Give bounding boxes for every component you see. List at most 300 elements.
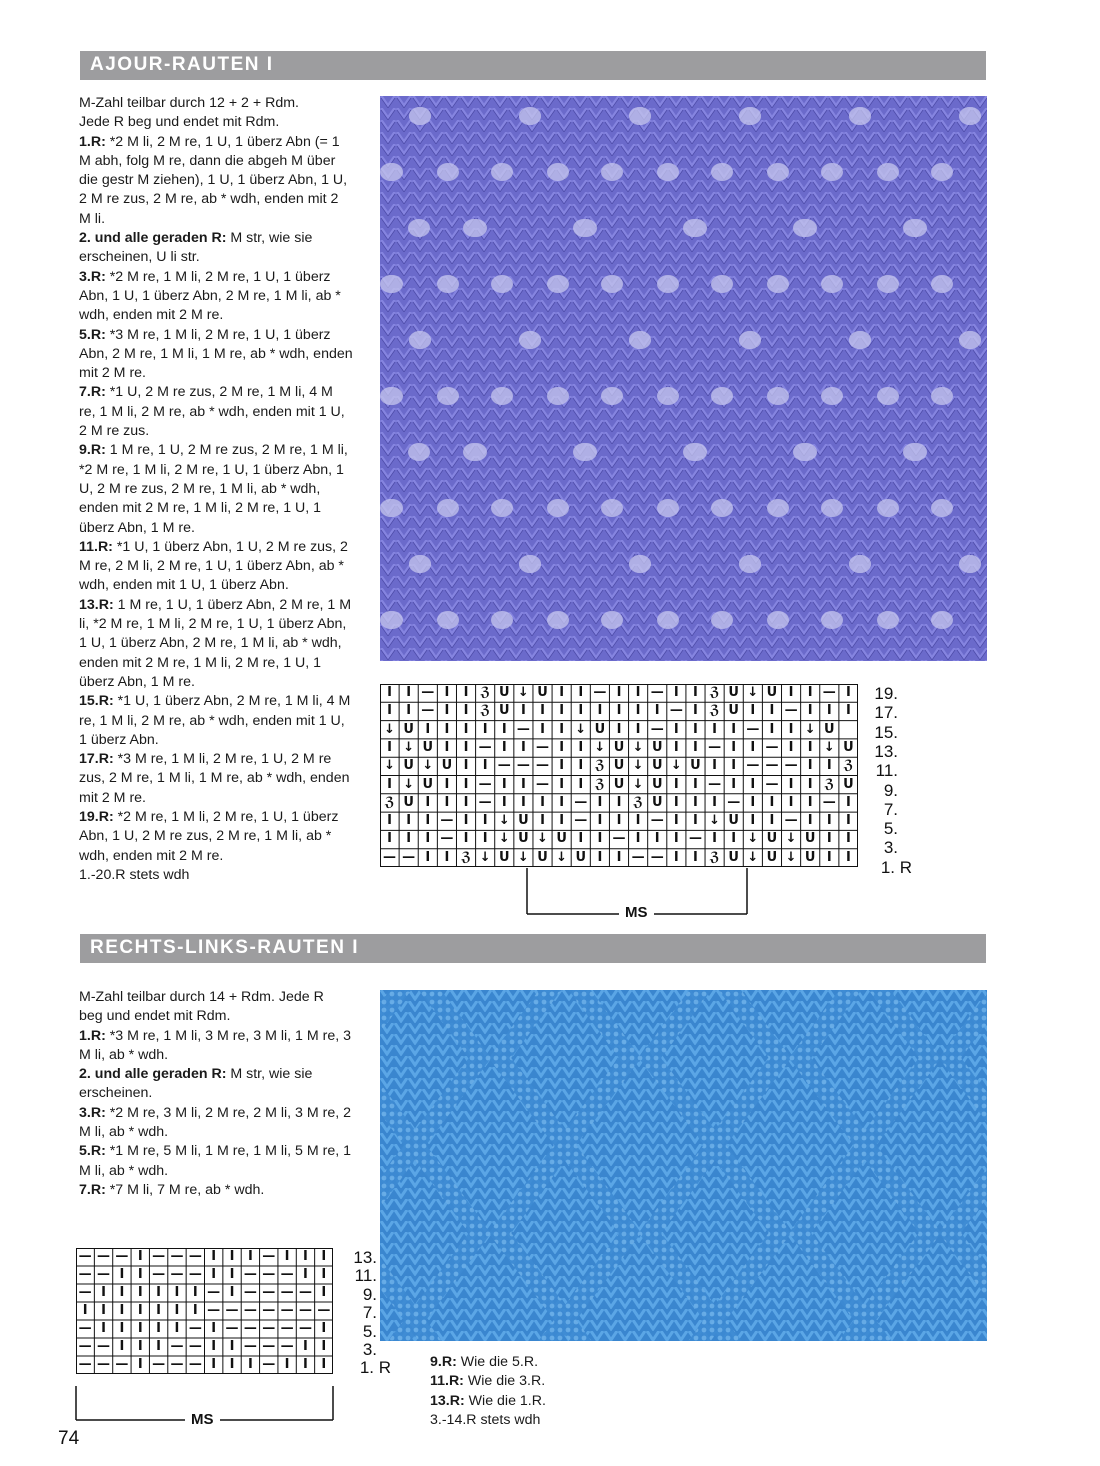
stitch-symbol: U [613,739,625,755]
stitch-symbol: ℨ [709,685,720,700]
stitch-symbol: — [536,739,549,755]
section-header-ajour-rauten [80,51,986,80]
stitch-symbol: I [616,703,622,719]
ms-label: MS [619,904,654,921]
stitch-symbol: I [425,794,431,810]
stitch-symbol: I [406,685,412,700]
stitch-symbol: — [765,739,779,755]
stitch-symbol: U [575,849,587,865]
stitch-symbol: I [211,1249,217,1264]
row-label: 1.R: [79,133,106,150]
stitch-symbol: I [520,739,526,755]
stitch-symbol: — [97,1357,111,1372]
stitch-symbol: ↓ [498,831,510,847]
stitch-symbol: I [387,776,392,792]
stitch-symbol: I [807,739,813,755]
stitch-symbol: U [728,703,739,719]
stitch-symbol: I [597,849,603,865]
stitch-symbol: I [156,1285,162,1300]
stitch-symbol: I [693,703,698,719]
chart-row-numbers [872,684,932,877]
stitch-symbol: I [788,685,794,700]
stitch-symbol: I [137,1339,143,1354]
stitch-symbol: I [482,758,488,774]
intro-line: M-Zahl teilbar durch 12 + 2 + Rdm. [79,95,300,111]
stitch-symbol: I [119,1339,125,1354]
stitch-symbol: — [152,1357,166,1372]
stitch-symbol: — [822,685,836,700]
row-label: 15.R: [79,693,114,710]
row-instruction [430,1353,630,1372]
stitch-symbol: ℨ [594,758,605,774]
stitch-symbol: U [613,776,625,792]
stitch-symbol: I [520,703,526,719]
row-text: M str, wie sie erscheinen. [79,1066,313,1102]
stitch-symbol: — [727,794,741,810]
stitch-symbol: I [387,703,392,719]
stitch-symbol: I [826,703,832,719]
stitch-symbol: I [635,721,641,737]
row-label: 3.R: [79,1104,106,1121]
stitch-symbol: U [537,849,548,865]
stitch-symbol: I [211,1357,217,1372]
stitch-symbol: — [784,758,798,774]
stitch-symbol: — [262,1267,276,1282]
stitch-symbol: — [243,1267,257,1282]
stitch-symbol: I [425,849,431,865]
row-number: 13. [353,1248,377,1267]
stitch-symbol: U [422,776,434,792]
stitch-symbol: — [262,1357,276,1372]
stitch-symbol: I [444,849,450,865]
stitch-symbol: I [788,721,794,737]
stitch-symbol: U [651,776,663,792]
stitch-symbol: ↓ [517,685,529,700]
stitch-symbol: I [693,776,698,792]
stitch-symbol: I [559,794,565,810]
stitch-symbol: I [321,1267,327,1282]
row-number: 7. [883,799,898,819]
row-label: 13.R: [79,596,114,613]
stitch-symbol: ↓ [479,849,491,865]
row-number: 9. [883,780,898,800]
stitch-symbol: I [520,794,526,810]
stitch-symbol: — [536,758,549,774]
stitch-symbol: ↓ [785,849,797,865]
stitch-symbol: I [501,721,507,737]
stitch-symbol: I [229,1267,235,1282]
stitch-symbol: I [444,776,450,792]
stitch-symbol: I [846,831,851,847]
row-number: 9. [362,1284,377,1304]
stitch-symbol: I [578,739,584,755]
stitch-symbol: — [478,794,492,810]
row-text: *1 M re, 5 M li, 1 M re, 1 M li, 5 M re, 1 M li, ab * wdh. [79,1143,352,1179]
stitch-symbol: U [651,739,663,755]
stitch-symbol: U [537,685,548,700]
stitch-symbol: U [690,758,701,774]
stitch-symbol: — [243,1303,257,1318]
stitch-symbol: ↓ [498,813,510,829]
stitch-symbol: — [536,776,549,792]
stitch-symbol: — [650,685,664,700]
stitch-symbol: ℨ [594,776,605,792]
stitch-symbol: ℨ [709,849,720,865]
stitch-symbol: I [846,685,851,700]
row-number: 11. [354,1266,377,1286]
stitch-symbol: U [843,739,854,755]
row-text: *2 M re, 1 M li, 2 M re, 1 U, 1 überz Abn, 1 U, 2 M re zus, 2 M re, 1 M li, ab * wdh, enden mit 2 M re. [79,808,339,864]
stitch-symbol: — [402,849,416,865]
stitch-symbol: — [170,1339,184,1354]
stitch-symbol: — [97,1249,111,1264]
stitch-symbol: I [693,721,698,737]
repeat-note: 1.-20.R stets wdh [79,866,190,883]
stitch-symbol: I [463,721,469,737]
stitch-symbol: I [559,685,565,700]
stitch-symbol: I [635,703,641,719]
stitch-symbol: I [807,758,813,774]
stitch-symbol: — [78,1321,92,1336]
stitch-symbol: — [170,1267,184,1282]
row-text: *1 U, 1 überz Abn, 1 U, 2 M re zus, 2 M re, 2 M li, 2 M re, 1 U, 1 überz Abn, ab * wdh, enden mit 1 U, 1 überz Abn. [79,538,348,594]
stitch-symbol: U [728,849,739,865]
stitch-symbol: — [421,703,435,719]
stitch-symbol: ↓ [384,758,395,774]
stitch-symbol: I [174,1285,180,1300]
stitch-symbol: I [635,831,641,847]
stitch-symbol: I [750,794,756,810]
stitch-symbol: U [518,831,529,847]
stitch-symbol: ↓ [403,776,415,792]
stitch-symbol: — [97,1339,111,1354]
stitch-symbol: U [804,849,816,865]
stitch-symbol: I [174,1303,180,1318]
stitch-symbol: ↓ [632,758,644,774]
page-number: 74 [58,1428,80,1449]
stitch-symbol: I [540,794,545,810]
stitch-symbol: I [578,758,584,774]
stitch-symbol: U [556,831,567,847]
stitch-symbol: — [188,1357,202,1372]
stitch-symbol: ℨ [633,794,644,810]
row-number: 11. [875,761,898,781]
row-instruction [79,692,353,750]
stitch-symbol: — [746,721,760,737]
stitch-symbol: ↓ [632,776,644,792]
stitch-symbol: I [750,739,756,755]
stitch-symbol: ↓ [747,831,759,847]
stitch-symbol: — [421,685,435,700]
stitch-symbol: I [654,831,660,847]
pattern-instructions-2 [79,988,353,1200]
stitch-symbol: ↓ [804,721,816,737]
row-label: 13.R: [430,1392,465,1409]
row-text: *3 M re, 1 M li, 2 M re, 1 U, 2 M re zus, 2 M re, 1 M li, 1 M re, ab * wdh, enden mit 2 M re. [79,751,350,806]
stitch-symbol: I [284,1357,290,1372]
stitch-symbol: I [501,794,507,810]
row-label: 1.R: [79,1027,106,1044]
lace-stitch-chart [380,684,858,867]
row-number: 1. R [359,1358,391,1378]
stitch-symbol: I [101,1285,106,1300]
pattern-instructions-2-continued [430,1353,630,1430]
stitch-symbol: I [731,831,737,847]
stitch-symbol: — [115,1357,129,1372]
stitch-symbol: I [635,813,641,829]
stitch-symbol: I [712,721,717,737]
stitch-symbol: I [463,685,469,700]
stitch-symbol: I [846,794,851,810]
stitch-symbol: U [728,685,739,700]
stitch-symbol: I [321,1339,327,1354]
stitch-symbol: — [78,1357,92,1372]
stitch-symbol: I [463,831,469,847]
stitch-symbol: I [750,776,756,792]
stitch-symbol: — [478,739,492,755]
stitch-symbol: I [444,794,450,810]
section-title: RECHTS-LINKS-RAUTEN I [90,937,359,958]
row-label: 11.R: [430,1373,464,1390]
stitch-symbol: I [463,739,469,755]
stitch-symbol: — [152,1267,166,1282]
stitch-symbol: I [846,813,851,829]
stitch-symbol: — [765,776,779,792]
stitch-symbol: — [612,831,626,847]
stitch-symbol: I [559,813,565,829]
row-instruction [79,383,353,441]
stitch-symbol: ↓ [823,739,835,755]
stitch-symbol: I [321,1321,327,1336]
row-number: 3. [362,1340,377,1359]
stitch-symbol: I [540,813,545,829]
stitch-symbol: — [708,739,722,755]
stitch-symbol: U [766,685,778,700]
stitch-symbol: I [578,685,584,700]
stitch-symbol: I [616,849,622,865]
row-instruction [79,750,353,808]
knit-texture-image [380,990,987,1341]
stitch-symbol: U [613,758,625,774]
stitch-symbol: I [846,703,851,719]
stitch-symbol: — [78,1339,92,1354]
stitch-symbol: I [826,758,832,774]
row-text: *7 M li, 7 M re, ab * wdh. [109,1181,265,1198]
row-text: *1 U, 1 überz Abn, 2 M re, 1 M li, 4 M re, 1 M li, 2 M re, ab * wdh, enden mit 1 U, 1 überz Abn. [79,693,351,748]
section-title: AJOUR-RAUTEN I [90,54,274,75]
stitch-symbol: — [516,721,530,737]
stitch-symbol: U [728,813,739,829]
stitch-symbol: I [559,721,565,737]
stitch-symbol: ℨ [461,849,471,865]
section-header-rechts-links-rauten [80,934,986,963]
chart-row-numbers [351,1248,411,1388]
stitch-symbol: — [170,1357,184,1372]
stitch-symbol: I [463,776,469,792]
stitch-symbol: — [822,794,836,810]
stitch-symbol: I [616,721,622,737]
stitch-symbol: ↓ [517,849,529,865]
row-number: 7. [362,1303,377,1323]
stitch-symbol: — [115,1249,129,1264]
row-label: 3.R: [79,268,106,285]
stitch-symbol: U [403,794,414,810]
stitch-symbol: I [119,1303,125,1318]
stitch-symbol: I [137,1249,143,1264]
stitch-symbol: — [243,1321,257,1336]
stitch-symbol: — [262,1303,276,1318]
stitch-symbol: I [520,776,526,792]
stitch-symbol: I [425,813,431,829]
row-instruction [79,1181,353,1200]
stitch-symbol: — [650,813,664,829]
stitch-symbol: I [712,758,717,774]
stitch-symbol: I [192,1285,198,1300]
row-text: Wie die 1.R. [468,1392,546,1409]
stitch-symbol: U [498,849,510,865]
stitch-symbol: U [824,721,835,737]
row-number: 1. R [880,857,912,877]
ms-label: MS [185,1411,220,1428]
stitch-symbol: I [501,739,507,755]
stitch-symbol: I [119,1285,125,1300]
stitch-symbol: I [119,1267,125,1282]
stitch-symbol: I [673,776,679,792]
row-instruction [79,326,353,384]
stitch-symbol: — [669,703,683,719]
intro-line: beg und endet mit Rdm. [79,1008,231,1025]
stitch-symbol: I [807,703,813,719]
stitch-symbol: — [207,1285,221,1300]
stitch-symbol: — [784,813,798,829]
row-text: *2 M li, 2 M re, 1 U, 1 überz Abn (= 1 M abh, folg M re, dann die abgeh M über die gestr M ziehen), 1 U, 1 überz Abn, 1 U, 2 M re zus, 2 M re, ab * wdh, enden mit 2 M li. [79,133,348,227]
stitch-symbol: I [597,831,603,847]
stitch-symbol: U [518,813,529,829]
stitch-symbol: I [482,721,488,737]
stitch-symbol: I [303,1267,308,1282]
texture-stitch-chart [76,1248,333,1374]
stitch-symbol: — [650,849,664,865]
stitch-symbol: U [403,758,414,774]
stitch-symbol: I [578,776,584,792]
stitch-symbol: I [211,1321,217,1336]
stitch-symbol: I [769,813,775,829]
row-number: 5. [362,1321,377,1341]
stitch-symbol: ↓ [594,739,606,755]
row-label: 5.R: [79,1143,106,1160]
row-instruction [79,133,353,229]
stitch-symbol: I [101,1303,106,1318]
pattern-instructions-1 [79,94,353,885]
stitch-symbol: I [673,849,679,865]
stitch-symbol: I [826,813,832,829]
stitch-symbol: I [788,794,794,810]
texture-knit-photo [380,990,987,1341]
stitch-symbol: I [82,1303,88,1318]
stitch-symbol: I [406,703,412,719]
stitch-symbol: I [559,703,565,719]
stitch-symbol: I [321,1357,327,1372]
stitch-symbol: — [631,849,645,865]
stitch-symbol: I [406,831,412,847]
stitch-symbol: I [616,794,622,810]
stitch-symbol: ℨ [843,758,854,774]
stitch-symbol: I [444,703,450,719]
row-label: 11.R: [79,538,113,555]
stitch-symbol: I [211,1267,217,1282]
stitch-symbol: I [673,721,679,737]
stitch-symbol: — [298,1321,312,1336]
stitch-symbol: U [651,794,663,810]
stitch-symbol: U [498,685,510,700]
stitch-symbol: I [247,1249,253,1264]
stitch-symbol: I [693,794,698,810]
row-text: *3 M re, 1 M li, 3 M re, 3 M li, 1 M re, 3 M li, ab * wdh. [79,1027,352,1063]
stitch-symbol: I [174,1321,180,1336]
intro-line: Jede R beg und endet mit Rdm. [79,114,280,131]
stitch-symbol: I [119,1321,125,1336]
stitch-symbol: ↓ [537,831,548,847]
stitch-symbol: — [207,1303,221,1318]
stitch-symbol: I [463,813,469,829]
stitch-symbol: I [229,1285,235,1300]
stitch-symbol: U [843,776,854,792]
stitch-symbol: I [137,1357,143,1372]
stitch-symbol: ↓ [670,758,682,774]
stitch-symbol: — [243,1285,257,1300]
row-instruction [79,441,353,537]
repeat-note: 3.-14.R stets wdh [430,1411,541,1428]
row-number: 17. [874,703,898,723]
stitch-symbol: — [497,758,511,774]
knit-texture-image [380,96,987,661]
stitch-symbol: ↓ [632,739,644,755]
stitch-symbol: I [807,776,813,792]
stitch-symbol: — [280,1303,294,1318]
stitch-symbol: — [440,831,454,847]
stitch-symbol: — [317,1303,331,1318]
row-label: 7.R: [79,1181,106,1198]
stitch-symbol: I [597,703,603,719]
stitch-symbol: — [765,758,779,774]
stitch-symbol: ↓ [384,721,395,737]
stitch-symbol: U [766,831,778,847]
stitch-symbol: — [78,1249,92,1264]
row-text: *1 U, 2 M re zus, 2 M re, 1 M li, 4 M re, 1 M li, 2 M re, ab * wdh, enden mit 1 U, 2 M re zus. [79,384,345,440]
stitch-symbol: — [440,813,454,829]
row-instruction [79,268,353,326]
row-label: 9.R: [430,1354,457,1370]
stitch-symbol: I [284,1249,290,1264]
stitch-symbol: I [769,721,775,737]
stitch-symbol: — [280,1285,294,1300]
stitch-symbol: ↓ [747,685,759,700]
stitch-symbol: — [78,1267,92,1282]
stitch-symbol: — [280,1339,294,1354]
row-label: 2. und alle geraden R: [79,1066,227,1083]
stitch-symbol: U [498,703,510,719]
row-instruction [79,1027,353,1066]
stitch-symbol: — [78,1285,92,1300]
stitch-symbol: I [750,813,756,829]
stitch-symbol: ℨ [709,703,720,719]
stitch-symbol: U [403,721,414,737]
stitch-symbol: I [156,1321,162,1336]
stitch-symbol: I [597,813,603,829]
row-instruction [430,1372,630,1391]
lace-knit-photo [380,96,987,661]
row-number: 5. [883,819,898,839]
